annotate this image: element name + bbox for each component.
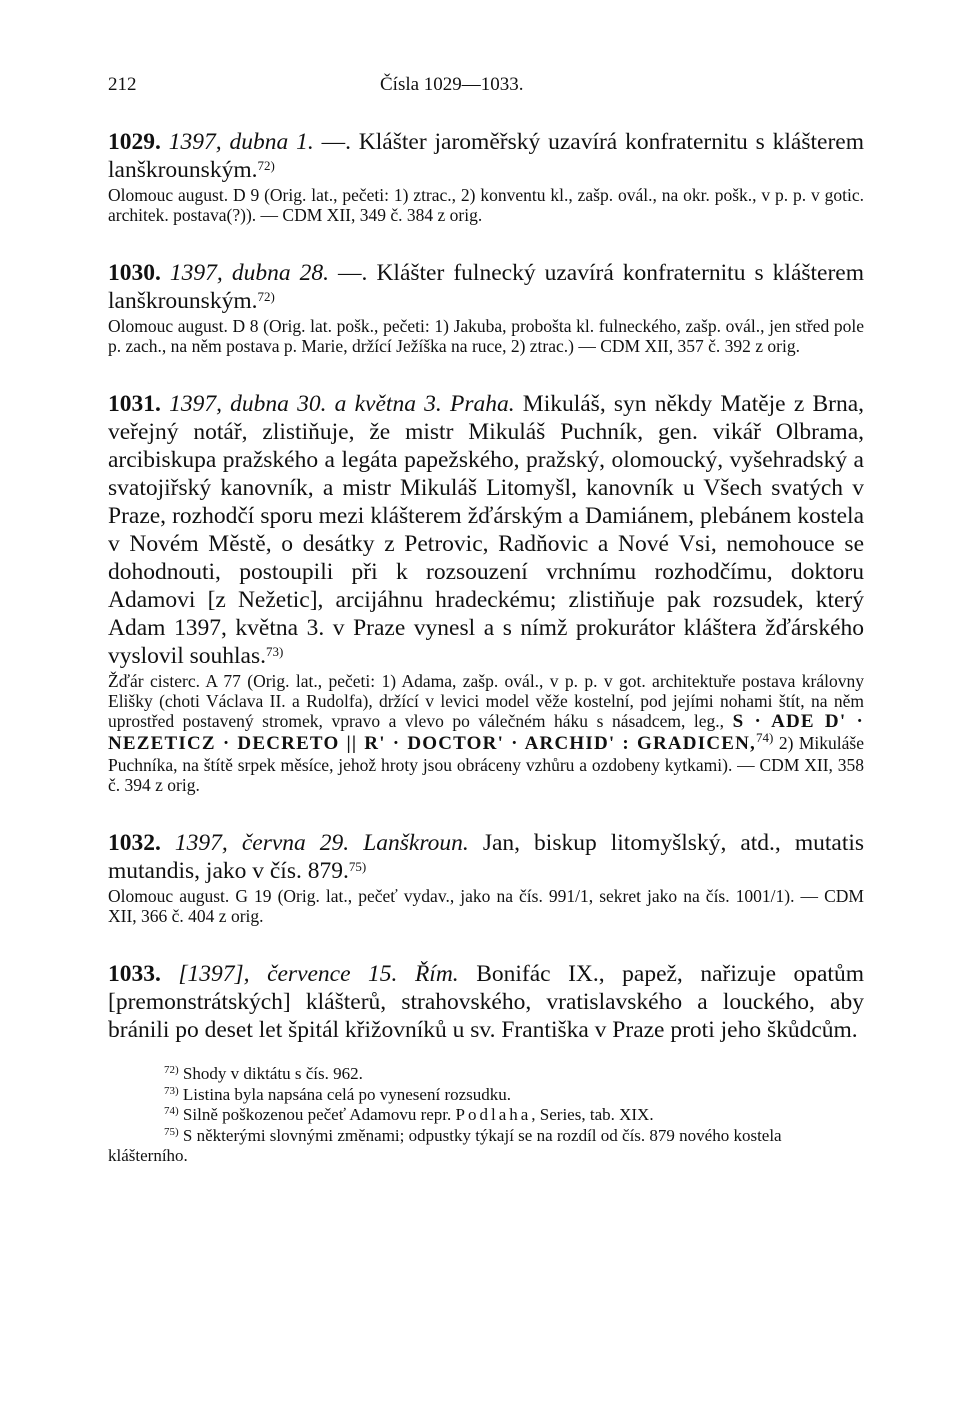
entry-date: 1397, dubna 28.: [169, 260, 329, 286]
footnote-ref: 73): [265, 644, 284, 659]
footnote-mark: 73): [164, 1084, 179, 1097]
seal-description-2: 2) Mikuláše Puchníka, na štítě srpek měsíce, jehož hroty jsou obráceny vzhůru a ozdobeny kytkami). — CDM XII, 358 č. 394 z orig.: [108, 733, 865, 795]
entry-note: Olomouc august. G 19 (Orig. lat., pečeť vydav., jako na čís. 991/1, sekret jako na čís. 1001/1). — CDM XII, 366 č. 404 z orig.: [108, 886, 864, 926]
footnote-author: Podlaha: [455, 1105, 532, 1124]
entry-text: Jan, biskup litomyšlský, atd., mutatis mutandis, jako v čís. 879.: [108, 830, 865, 884]
seal-description: Žďár cisterc. A 77 (Orig. lat., pečeti: 1) Adama, zašp. ovál., v p. p. v got. architektuře postava královny Elišky (choti Václava II. a Rudolfa), držící v levici model věže kostelní, pod jejími nohami štít, na něm uprostřed postavený stromek, vpravo a vlevo po válečném háku s násadcem, leg.,: [108, 671, 864, 731]
entry-1030: [108, 259, 864, 356]
entry-1033: [108, 960, 864, 1044]
entry-head: [108, 390, 864, 670]
entry-text: —. Klášter jaroměřský uzavírá konfraternitu s klášterem lanškrounským.: [108, 129, 864, 183]
page-header: [108, 68, 864, 108]
footnote-ref: 74): [756, 730, 774, 745]
entry-text: —. Klášter fulnecký uzavírá konfraternitu s klášterem lanškrounským.: [108, 260, 865, 314]
footnote-72: [108, 1064, 864, 1085]
footnote-ref: 75): [348, 859, 367, 874]
footnote-ref: 72): [257, 289, 275, 304]
entry-date: 1397, června 29. Lanškroun.: [174, 830, 469, 856]
entry-number: 1030.: [108, 260, 161, 286]
entry-number: 1031.: [108, 391, 161, 417]
seal-inscription: S · ADE D' · NEZETICZ · DECRETO || R' · DOCTOR' · ARCHID' : GRADICEN,: [108, 711, 864, 754]
entry-1032: [108, 829, 864, 926]
footnote-text: Silně poškozenou pečeť Adamovu repr.: [182, 1105, 452, 1124]
entry-1031: [108, 390, 864, 795]
entry-head: [108, 128, 864, 184]
footnote-text: S některými slovnými změnami; odpustky týkají se na rozdíl od čís. 879 nového kostela klášterního.: [108, 1125, 782, 1165]
entry-date: [1397], července 15. Řím.: [178, 961, 459, 987]
footnotes: [108, 1064, 864, 1167]
footnote-mark: 75): [164, 1125, 179, 1138]
document-page: [108, 68, 864, 1167]
page-number: 212: [108, 74, 137, 95]
entry-text: Bonifác IX., papež, nařizuje opatům [premonstrátských] klášterů, strahovského, vratislavského a louckého, aby bránili po deset let špitál křižovníků u sv. Františka v Praze proti jeho škůdcům.: [108, 961, 864, 1043]
entry-head: [108, 960, 864, 1044]
footnote-tail: , Series, tab. XIX.: [531, 1105, 654, 1124]
footnote-text: Shody v diktátu s čís. 962.: [182, 1064, 363, 1083]
footnote-73: [108, 1085, 864, 1106]
entry-note: Olomouc august. D 9 (Orig. lat., pečeti: 1) ztrac., 2) konventu kl., zašp. ovál., na okr. pošk., v p. p. v gotic. architek. postava(?)). — CDM XII, 349 č. 384 z orig.: [108, 185, 864, 225]
footnote-mark: 74): [164, 1105, 179, 1117]
entry-note: Olomouc august. D 8 (Orig. lat. pošk., pečeti: 1) Jakuba, probošta kl. fulneckého, zašp. ovál., jen střed pole p. zach., na něm postava p. Marie, držící Ježíška na ruce, 2) ztrac.) — CDM XII, 357 č. 392 z orig.: [108, 316, 864, 356]
entry-note: [108, 671, 864, 795]
running-title: Čísla 1029—1033.: [380, 74, 524, 95]
entry-head: [108, 259, 864, 315]
entry-date: 1397, dubna 1.: [168, 129, 314, 155]
entry-text: Mikuláš, syn někdy Matěje z Brna, veřejný notář, zlistiňuje, že mistr Mikuláš Puchník, gen. vikář Olbrama, arcibiskupa pražského a legáta papežského, pražský, olomoucký, vyšehradský a svatojiřský kanovník, a mistr Mikuláš Litomyšl, kanovník u Všech svatých v Praze, rozhodčí sporu mezi klášterem žďárským a Damiánem, plebánem kostela v Novém Městě, o desátky z Petrovic, Radňovic a Nové Vsi, nemohouce se dohodnouti, postoupili při k rozsouzení vrchnímu rozhodčímu, doktoru Adamovi [z Nežetic], arcijáhnu hradeckému; zlistiňuje pak rozsudek, který Adam 1397, května 3. v Praze vynesl a s nímž prokurátor kláštera žďárského vyslovil souhlas.: [108, 391, 864, 669]
footnote-text: Listina byla napsána celá po vynesení rozsudku.: [182, 1084, 512, 1104]
footnote-75: [108, 1126, 864, 1167]
footnote-mark: 72): [164, 1064, 179, 1076]
entry-number: 1032.: [108, 830, 161, 856]
footnote-ref: 72): [257, 158, 275, 173]
entry-number: 1033.: [108, 961, 161, 987]
footnote-74: [108, 1105, 864, 1126]
entry-1029: [108, 128, 864, 225]
entry-head: [108, 829, 864, 885]
entry-number: 1029.: [108, 129, 161, 155]
entry-date: 1397, dubna 30. a května 3. Praha.: [169, 391, 515, 417]
